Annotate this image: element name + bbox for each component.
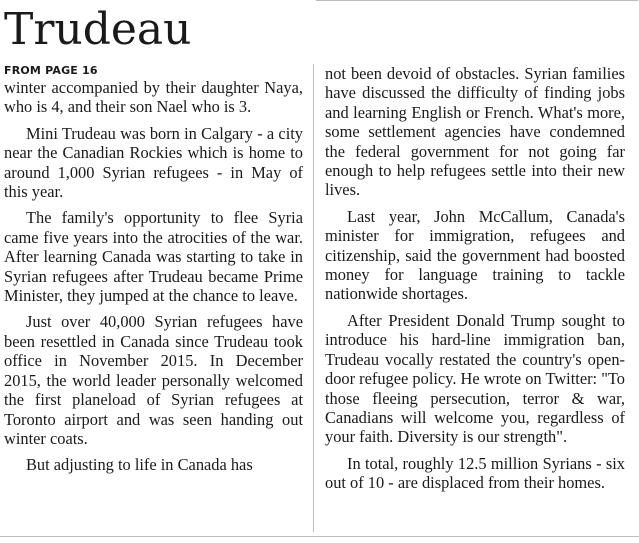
headline: Trudeau <box>4 4 192 55</box>
top-rule <box>316 0 638 1</box>
bottom-rule <box>0 536 639 537</box>
paragraph: not been devoid of obstacles. Syrian families have discussed the difficulty of finding jobs and learning English or French. What's more, some settlement agencies have condemned the federal government for not going far enough to help refugees settle into their new lives. <box>325 64 625 200</box>
paragraph: Mini Trudeau was born in Calgary - a city near the Canadian Rockies which is home to around 1,000 Syrian refugees - in May of this year. <box>4 123 303 202</box>
column-divider <box>313 64 314 532</box>
continued-from-kicker: FROM PAGE 16 <box>4 64 98 77</box>
paragraph: Just over 40,000 Syrian refugees have been resettled in Canada since Trudeau took office in November 2015. In December 2015, the world leader personally welcomed the first planeload of Syrian refugees at Toronto airport and was seen handing out winter coats. <box>4 312 303 448</box>
paragraph: After President Donald Trump sought to introduce his hard-line immigration ban, Trudeau vocally restated the country's open-door refugee policy. He wrote on Twitter: "To those fleeing persecution, terror & war, Canadians will welcome you, regardless of your faith. Diversity is our strength". <box>325 310 625 447</box>
paragraph: But adjusting to life in Canada has <box>26 455 253 475</box>
right-column <box>325 64 625 500</box>
paragraph: In total, roughly 12.5 million Syrians - six out of 10 - are displaced from their homes. <box>325 453 625 493</box>
left-column <box>4 64 303 482</box>
paragraph: The family's opportunity to flee Syria came five years into the atrocities of the war. After learning Canada was starting to take in Syrian refugees after Trudeau became Prime Minister, they jumped at the chance to leave. <box>4 208 303 306</box>
paragraph: winter accompanied by their daughter Naya, who is 4, and their son Nael who is 3. <box>4 78 303 117</box>
paragraph: Last year, John McCallum, Canada's minister for immigration, refugees and citizenship, said the government had boosted money for language training to tackle nationwide shortages. <box>325 206 625 304</box>
